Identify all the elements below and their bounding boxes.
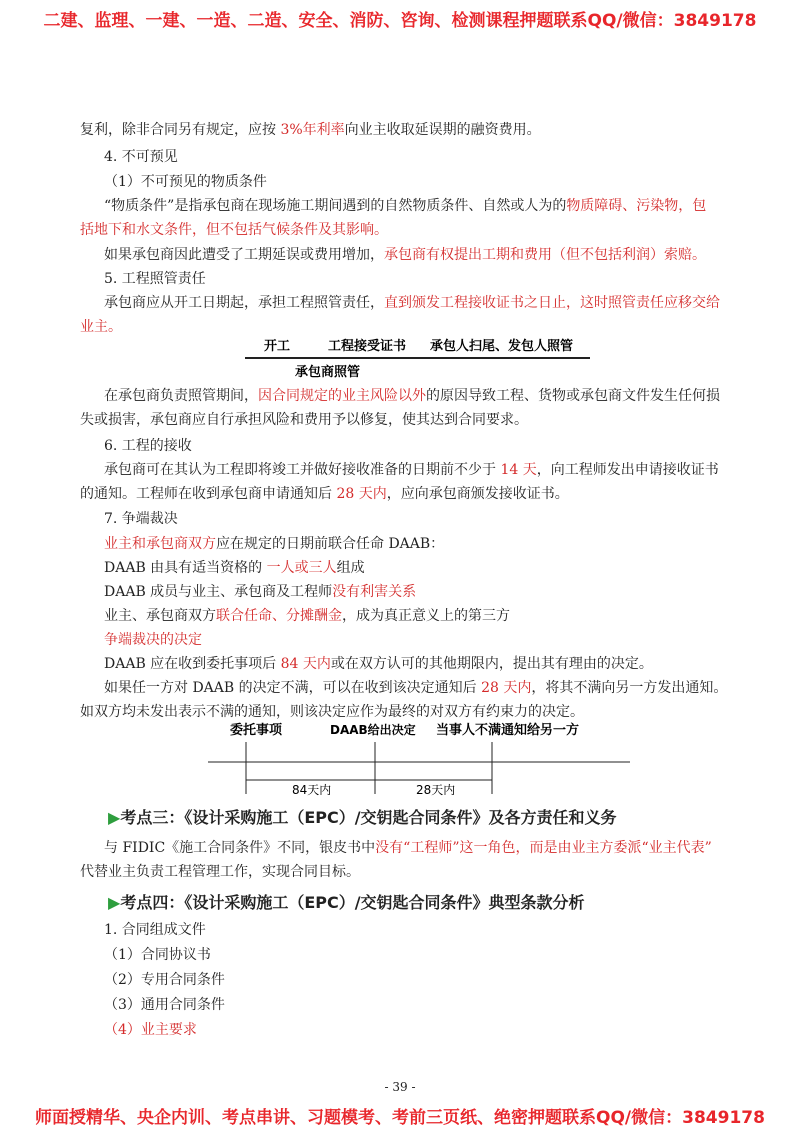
label-certificate: 工程接受证书: [328, 339, 407, 354]
dissatisfaction-notice: 如果任一方对 DAAB 的决定不满，可以在收到该决定通知后 28 天内，将其不满向另一方发出通知。: [104, 680, 728, 696]
label-care: 承包商照管: [295, 365, 361, 380]
physical-conditions-definition-cont: 括地下和水文条件，但不包括气候条件及其影响。: [80, 222, 388, 238]
bottom-banner: 师面授精华、央企内训、考点串讲、习题模考、考前三页纸、绝密押题联系QQ/微信：3849178: [35, 1108, 765, 1128]
final-binding-decision: 如双方均未发出表示不满的通知，则该决定应作为最终的对双方有约束力的决定。: [80, 704, 584, 720]
epc-engineer-paragraph-cont: 代替业主负责工程管理工作，实现合同目标。: [80, 864, 360, 880]
label-84-days: 84天内: [292, 783, 332, 797]
label-28-days: 28天内: [416, 783, 456, 797]
daab-timeline-diagram: [200, 718, 640, 800]
taking-over-paragraph: 承包商可在其认为工程即将竣工并做好接收准备的日期前不少于 14 天，向工程师发出申请接收证书: [104, 462, 719, 478]
contract-doc-3: （3）通用合同条件: [104, 997, 225, 1013]
label-decision: DAAB给出决定: [330, 723, 416, 737]
daab-composition: DAAB 由具有适当资格的 一人或三人组成: [104, 560, 365, 576]
section-4-subtitle: （1）不可预见的物质条件: [104, 174, 267, 190]
taking-over-paragraph-cont: 的通知。工程师在收到承包商申请通知后 28 天内，应向承包商颁发接收证书。: [80, 486, 569, 502]
section-5-title: 5. 工程照管责任: [104, 271, 206, 287]
contract-doc-2: （2）专用合同条件: [104, 972, 225, 988]
top-banner: 二建、监理、一建、一造、二造、安全、消防、咨询、检测课程押题联系QQ/微信：3849178: [43, 11, 757, 31]
label-notify: 当事人不满通知给另一方: [436, 723, 580, 738]
heading-point-4: ▶考点四：《设计采购施工（EPC）/交钥匙合同条件》典型条款分析: [108, 893, 585, 912]
arrow-icon: ▶: [108, 893, 121, 912]
arrow-icon: ▶: [108, 808, 121, 827]
daab-third-party: 业主、承包商双方联合任命、分摊酬金，成为真正意义上的第三方: [104, 608, 510, 624]
section-4-title: 4. 不可预见: [104, 149, 178, 165]
care-period-paragraph-cont: 失或损害，承包商应自行承担风险和费用予以修复，使其达到合同要求。: [80, 412, 528, 428]
physical-conditions-definition: “物质条件”是指承包商在现场施工期间遇到的自然物质条件、自然或人为的物质障碍、污染物，包: [104, 198, 707, 214]
section-6-title: 6. 工程的接收: [104, 438, 192, 454]
contract-doc-1: （1）合同协议书: [104, 947, 211, 963]
daab-appointment: 业主和承包商双方应在规定的日期前联合任命 DAAB：: [104, 536, 445, 552]
care-period-paragraph: 在承包商负责照管期间，因合同规定的业主风险以外的原因导致工程、货物或承包商文件发生任何损: [104, 388, 720, 404]
daab-decision-deadline: DAAB 应在收到委托事项后 84 天内或在双方认可的其他期限内，提出其有理由的决定。: [104, 656, 653, 672]
daab-independence: DAAB 成员与业主、承包商及工程师没有利害关系: [104, 584, 417, 600]
paragraph-interest: 复利，除非合同另有规定，应按 3%年利率向业主收取延误期的融资费用。: [80, 122, 541, 138]
claim-paragraph: 如果承包商因此遭受了工期延误或费用增加，承包商有权提出工期和费用（但不包括利润）索赔。: [104, 247, 706, 263]
contract-docs-title: 1. 合同组成文件: [104, 922, 206, 938]
epc-engineer-paragraph: 与 FIDIC《施工合同条件》不同，银皮书中没有“工程师”这一角色，而是由业主方委派“业主代表”: [104, 840, 712, 856]
label-start: 开工: [264, 339, 291, 354]
care-responsibility: 承包商应从开工日期起，承担工程照管责任，直到颁发工程接收证书之日止，这时照管责任应移交给: [104, 295, 720, 311]
contract-doc-4: （4）业主要求: [104, 1022, 197, 1038]
label-entrust: 委托事项: [230, 723, 283, 738]
section-7-title: 7. 争端裁决: [104, 511, 178, 527]
care-responsibility-cont: 业主。: [80, 319, 122, 335]
daab-decision-heading: 争端裁决的决定: [104, 632, 202, 648]
care-timeline-diagram: [240, 332, 610, 382]
page-number: - 39 -: [384, 1080, 416, 1094]
label-after: 承包人扫尾、发包人照管: [430, 339, 574, 354]
heading-point-3: ▶考点三：《设计采购施工（EPC）/交钥匙合同条件》及各方责任和义务: [108, 808, 617, 827]
